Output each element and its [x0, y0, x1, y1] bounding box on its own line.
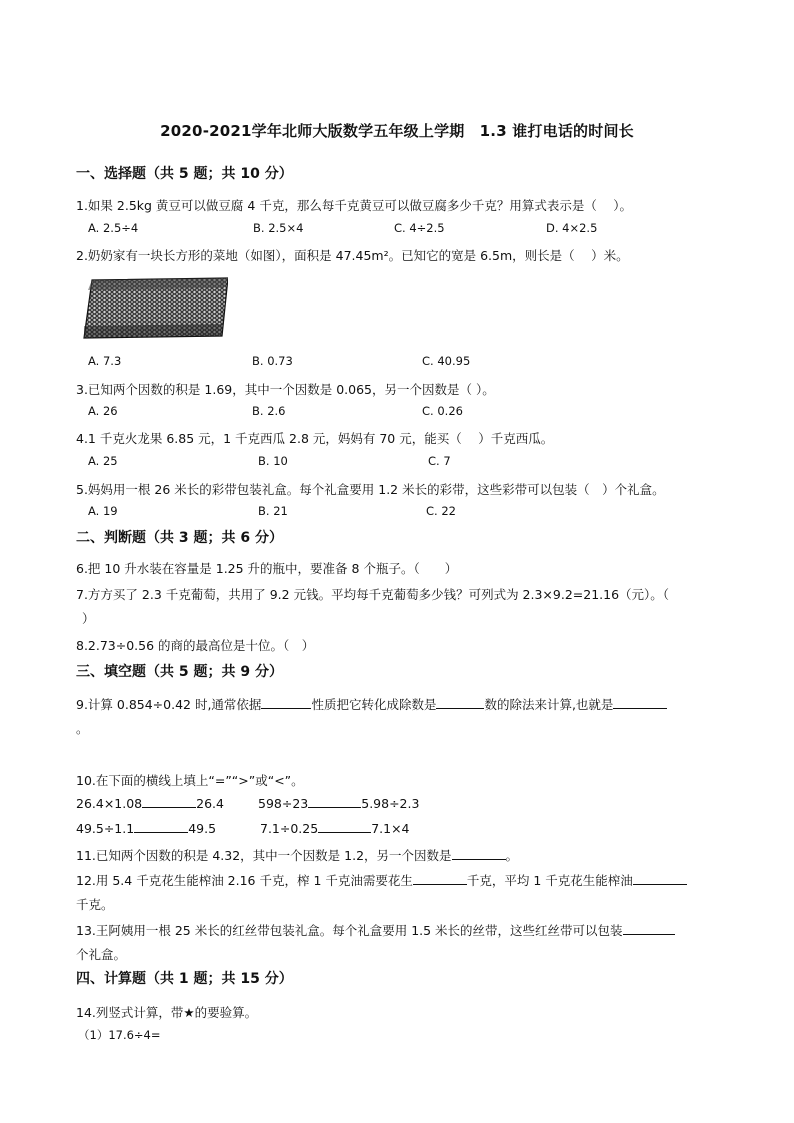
q9-part-1: 9.计算 0.854÷0.42 时,通常依据 [76, 697, 262, 712]
section-heading-judge: 二、判断题（共 3 题；共 6 分） [76, 530, 283, 546]
q9-part-3: 数的除法来计算,也就是 [484, 697, 614, 712]
q11-part-1: 11.已知两个因数的积是 4.32，其中一个因数是 1.2，另一个因数是 [76, 848, 452, 863]
q4-option-b[interactable]: B. 10 [258, 454, 288, 468]
document-title: 2020-2021学年北师大版数学五年级上学期 1.3 谁打电话的时间长 [160, 122, 634, 140]
q2-option-b[interactable]: B. 0.73 [252, 354, 293, 368]
q9-blank-1[interactable] [261, 697, 311, 709]
question-5: 5.妈妈用一根 26 米长的彩带包装礼盒。每个礼盒要用 1.2 米长的彩带，这些彩带可以包装（ ）个礼盒。 [76, 482, 665, 497]
question-12-end: 千克。 [76, 897, 114, 912]
q3-option-b[interactable]: B. 2.6 [252, 404, 286, 418]
q1-option-d[interactable]: D. 4×2.5 [546, 221, 598, 235]
q1-option-c[interactable]: C. 4÷2.5 [394, 221, 445, 235]
q13-blank[interactable] [623, 923, 675, 935]
q10-item-3-left: 49.5÷1.1 [76, 821, 135, 836]
q12-part-2: 千克，平均 1 千克花生能榨油 [466, 873, 633, 888]
question-14: 14.列竖式计算，带★的要验算。 [76, 1005, 258, 1020]
q10-item-1-left: 26.4×1.08 [76, 796, 143, 811]
question-3: 3.已知两个因数的积是 1.69，其中一个因数是 0.065，另一个因数是（ ）。 [76, 382, 495, 397]
q5-option-b[interactable]: B. 21 [258, 504, 288, 518]
q10-item-1-right: 26.4 [196, 796, 224, 811]
q13-part-1: 13.王阿姨用一根 25 米长的红丝带包装礼盒。每个礼盒要用 1.5 米长的丝带，这些红丝带可以包装 [76, 923, 623, 938]
q12-blank-2[interactable] [633, 873, 687, 885]
q2-option-a[interactable]: A. 7.3 [88, 354, 122, 368]
q4-option-a[interactable]: A. 25 [88, 454, 118, 468]
question-2: 2.奶奶家有一块长方形的菜地（如图），面积是 47.45m²。已知它的宽是 6.5m，则长是（ ）米。 [76, 248, 629, 263]
q5-option-a[interactable]: A. 19 [88, 504, 118, 518]
question-8: 8.2.73÷0.56 的商的最高位是十位。（ ） [76, 638, 315, 653]
q4-option-c[interactable]: C. 7 [428, 454, 451, 468]
q1-option-b[interactable]: B. 2.5×4 [253, 221, 304, 235]
question-1: 1.如果 2.5kg 黄豆可以做豆腐 4 千克，那么每千克黄豆可以做豆腐多少千克？用算式表示是（ ）。 [76, 198, 633, 213]
q10-blank-4[interactable] [318, 821, 371, 833]
question-9-end: 。 [76, 721, 89, 736]
section-heading-calc: 四、计算题（共 1 题；共 15 分） [76, 971, 293, 987]
question-6: 6.把 10 升水装在容量是 1.25 升的瓶中，要准备 8 个瓶子。（ ） [76, 561, 458, 576]
question-4: 4.1 千克火龙果 6.85 元，1 千克西瓜 2.8 元，妈妈有 70 元，能买（ ）千克西瓜。 [76, 431, 554, 446]
section-heading-choice: 一、选择题（共 5 题；共 10 分） [76, 166, 293, 182]
q11-part-2: 。 [505, 848, 519, 863]
question-7-line-2: ） [82, 611, 95, 626]
q10-item-2-left: 598÷23 [258, 796, 309, 811]
q1-option-a[interactable]: A. 2.5÷4 [88, 221, 139, 235]
q10-item-4-right: 7.1×4 [371, 821, 410, 836]
q9-blank-2[interactable] [436, 697, 484, 709]
question-13 [76, 921, 726, 939]
question-14-sub-1: （1）17.6÷4= [78, 1028, 161, 1042]
question-13-end: 个礼盒。 [76, 947, 127, 962]
question-7-line-1: 7.方方买了 2.3 千克葡萄，共用了 9.2 元钱。平均每千克葡萄多少钱？可列式为 2.3×9.2=21.16（元）。（ [76, 587, 670, 602]
q10-blank-1[interactable] [142, 796, 196, 808]
question-9 [76, 695, 726, 713]
q12-blank-1[interactable] [413, 873, 467, 885]
q10-blank-3[interactable] [134, 821, 188, 833]
q12-part-1: 12.用 5.4 千克花生能榨油 2.16 千克，榨 1 千克油需要花生 [76, 873, 413, 888]
q11-blank[interactable] [452, 848, 506, 860]
section-heading-fill: 三、填空题（共 5 题；共 9 分） [76, 664, 283, 680]
q2-option-c[interactable]: C. 40.95 [422, 354, 471, 368]
question-10: 10.在下面的横线上填上“=”“>”或“<”。 [76, 773, 304, 788]
question-11 [76, 846, 726, 864]
q10-blank-2[interactable] [308, 796, 361, 808]
q10-item-4-left: 7.1÷0.25 [260, 821, 319, 836]
q9-blank-3[interactable] [613, 697, 667, 709]
question-12 [76, 871, 726, 889]
q9-part-2: 性质把它转化成除数是 [311, 697, 437, 712]
q3-option-a[interactable]: A. 26 [88, 404, 118, 418]
q10-item-2-right: 5.98÷2.3 [361, 796, 420, 811]
vegetable-field-image [82, 276, 228, 340]
q10-item-3-right: 49.5 [188, 821, 217, 836]
q5-option-c[interactable]: C. 22 [426, 504, 456, 518]
q3-option-c[interactable]: C. 0.26 [422, 404, 463, 418]
